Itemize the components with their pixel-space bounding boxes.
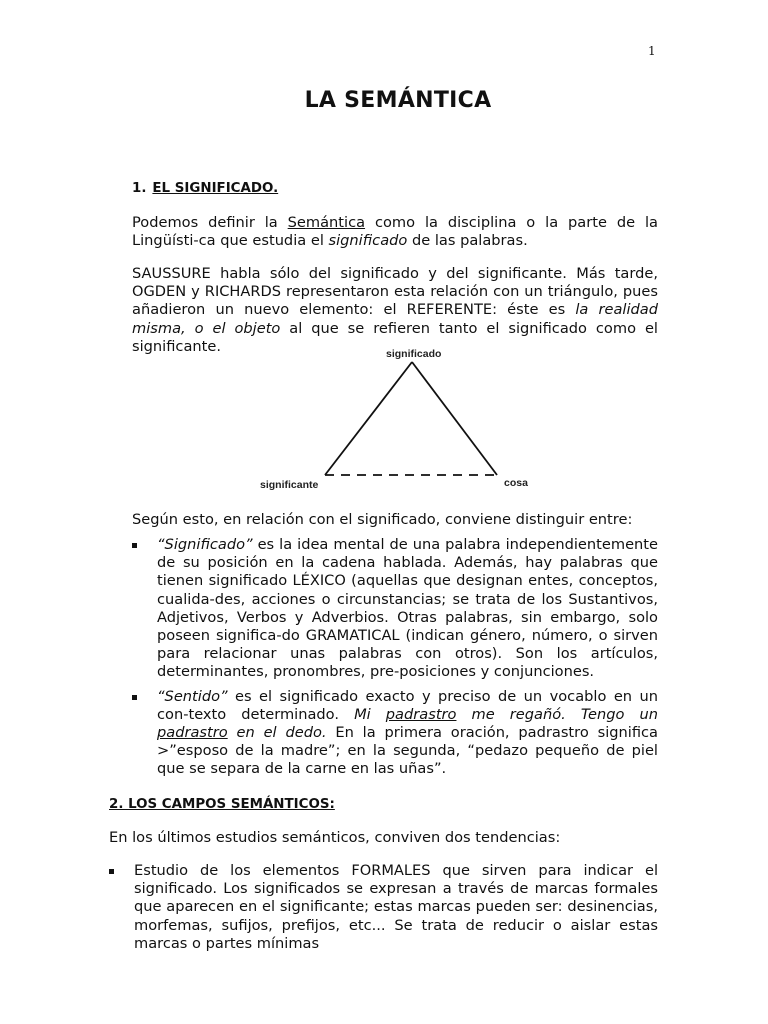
paragraph-definition: Podemos definir la Semántica como la disciplina o la parte de la Lingüísti-ca que estudia el significado de las palabras. [132,214,658,250]
list-item-significado: “Significado” es la idea mental de una palabra independientemente de su posición en la cadena hablada. Además, hay palabras que tienen significado LÉXICO (aquellas que designan entes, conceptos, cualida-des, acciones o circunstancias; se trata de los Sustantivos, Adjetivos, Verbos y Adverbios. Otras palabras, sin embargo, solo poseen significa-do GRAMATICAL (indican género, número, o sirven para relacionar unas palabras con otros). Son los artículos, determinantes, pronombres, pre-posiciones y conjunciones. [132,536,658,682]
triangle-right-side [412,362,497,475]
list-item-formales: Estudio de los elementos FORMALES que sirven para indicar el significado. Los significados se expresan a través de marcas formales que aparecen en el significante; estas marcas pueden ser: desinencias, morfemas, sufijos, prefijos, etc... Se trata de reducir o aislar estas marcas o partes mínimas [109,862,658,953]
page-title: LA SEMÁNTICA [304,88,492,113]
triangle-left-side [325,362,412,475]
semantica-term: Semántica [287,214,366,231]
label-significante: significante [260,479,319,491]
bullet-icon [132,695,137,700]
label-significado: significado [386,348,442,360]
bullet-icon [132,543,137,548]
bullet-list-definitions [132,536,658,779]
paragraph-saussure: SAUSSURE habla sólo del significado y del significante. Más tarde, OGDEN y RICHARDS representaron esta relación con un triángulo, pues añadieron un nuevo elemento: el REFERENTE: éste es la realidad misma, o el objeto al que se refieren tanto el significado como el significante. [132,265,659,355]
paragraph-intro-distinction: Según esto, en relación con el significado, conviene distinguir entre: [132,511,633,528]
bullet-icon [109,869,114,874]
semiotic-triangle-diagram [250,340,540,495]
section-2-heading: 2. LOS CAMPOS SEMÁNTICOS: [109,797,335,812]
list-item-sentido: “Sentido” es el significado exacto y preciso de un vocablo en un con-texto determinado. Mi padrastro me regañó. Tengo un padrastro en el dedo. En la primera oración, padrastro significa >”esposo de la madre”; en la segunda, “pedazo pequeño de piel que se separa de la carne en las uñas”. [132,688,658,779]
paragraph-tendencies: En los últimos estudios semánticos, conviven dos tendencias: [109,829,561,846]
section-1-number: 1. [132,181,147,196]
section-1-heading [132,181,278,196]
page-number: 1 [648,44,656,58]
section-1-title: EL SIGNIFICADO. [152,181,279,196]
bullet-list-tendencies [109,862,658,953]
label-cosa: cosa [504,477,528,489]
